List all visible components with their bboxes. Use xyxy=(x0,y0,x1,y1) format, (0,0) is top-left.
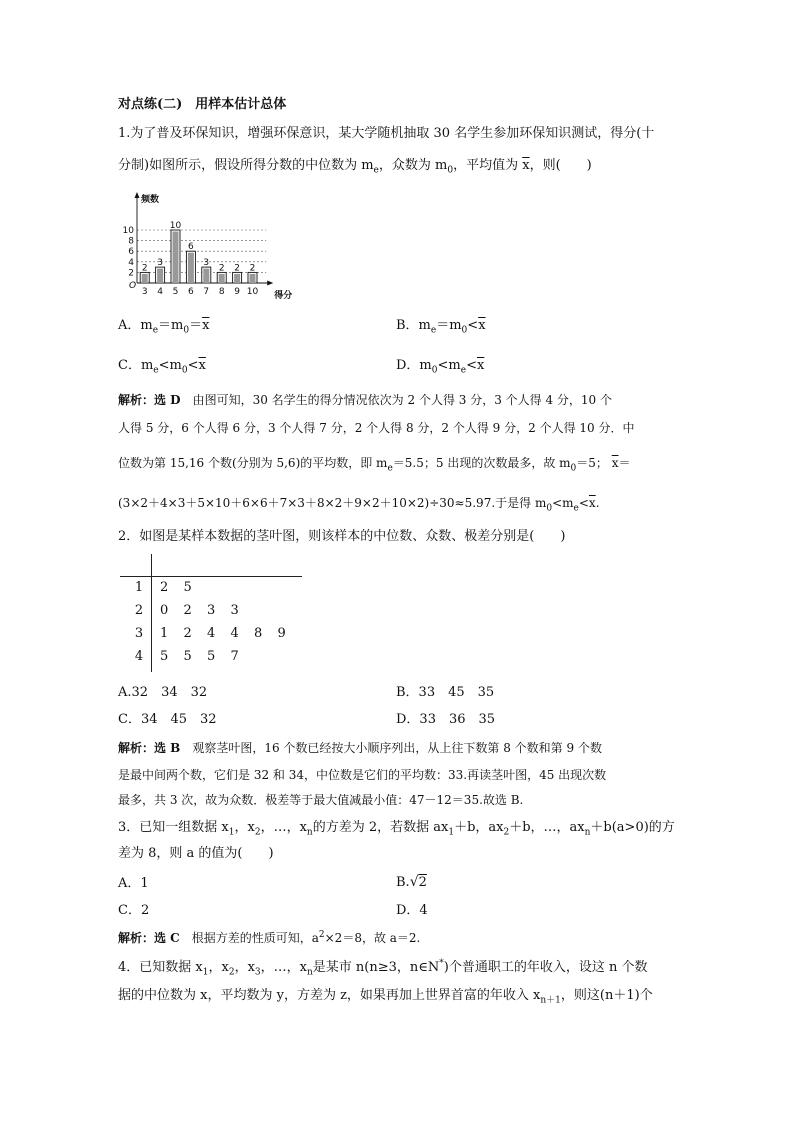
q1-solution-line3: 位数为第 15,16 个数(分别为 5,6)的平均数，即 $m_e=5.5$；5 出现的次数最多，故 $m_0=5$； $\overline{x}=$ xyxy=(118,456,631,474)
q1-solution-line2: 人得 5 分，6 个人得 6 分，3 个人得 7 分，2 个人得 8 分，2 个人得 9 分，2 个人得 10 分．中 xyxy=(118,421,635,435)
q2-option-c[interactable]: C．34 45 32 xyxy=(118,712,217,727)
q3-option-b[interactable]: B.√2 xyxy=(396,874,427,890)
q2-solution-line1: 解析：选 B 观察茎叶图，16 个数已经按大小顺序列出，从上往下数第 8 个数和第 9 个数 xyxy=(118,741,602,755)
leaf-value: 2 xyxy=(183,603,192,618)
x-tick-label-4: 4 xyxy=(157,287,163,297)
leaf-value: 7 xyxy=(230,649,239,664)
q1-option-d[interactable]: D．$m_0<m_e<\overline{x}$ xyxy=(396,358,485,376)
bar-fill-3 xyxy=(142,274,148,283)
bar-value-label-4: 3 xyxy=(157,258,163,269)
q1-line1: 1.为了普及环保知识，增强环保意识，某大学随机抽取 30 名学生参加环保知识测试，得分(十 xyxy=(118,126,655,141)
x-tick-label-5: 5 xyxy=(172,287,179,297)
leaf-value: 4 xyxy=(207,626,216,641)
x-tick-label-3: 3 xyxy=(141,287,148,297)
leaf-value: 8 xyxy=(254,626,263,641)
q1-option-b[interactable]: B．$m_e=m_0<\overline{x}$ xyxy=(396,318,486,336)
x-tick-label-8: 8 xyxy=(218,287,225,297)
q1-solution-line4: (3×2＋4×3＋5×10＋6×6＋7×3＋8×2＋9×2＋10×2)÷30≈5.97.于是得 $m_0<m_e<\overline{x}$. xyxy=(118,496,600,514)
leaf-value: 5 xyxy=(207,649,216,664)
q2-option-a[interactable]: A.32 34 32 xyxy=(118,685,208,700)
leaf-value: 5 xyxy=(183,580,192,595)
q3-option-a[interactable]: A．1 xyxy=(118,876,149,891)
q2-solution-line2: 是最中间两个数，它们是 32 和 34，中位数是它们的平均数：33.再读茎叶图，45 出现次数 xyxy=(118,768,607,782)
x-axis-label: 得分 xyxy=(274,291,293,301)
bar-value-label-7: 3 xyxy=(203,258,210,269)
leaf-value: 5 xyxy=(160,649,169,664)
bar-value-label-3: 2 xyxy=(141,263,148,274)
stem-leaf-plot xyxy=(120,554,305,672)
x-tick-label-9: 9 xyxy=(234,287,240,297)
leaf-value: 2 xyxy=(183,626,192,641)
q2-option-b[interactable]: B．33 45 35 xyxy=(396,685,495,700)
bar-fill-10 xyxy=(250,274,256,283)
bar-value-label-9: 2 xyxy=(234,263,240,274)
stem-leaf-row xyxy=(120,580,305,602)
bar-fill-4 xyxy=(157,269,163,283)
bar-fill-7 xyxy=(203,269,209,283)
leaf-value: 5 xyxy=(183,649,192,664)
header-rule xyxy=(120,576,302,577)
q2-solution-line3: 最多，共 3 次，故为众数．极差等于最大值减最小值：47－12＝35.故选 B. xyxy=(118,793,524,807)
q2-stem: 2．如图是某样本数据的茎叶图，则该样本的中位数、众数、极差分别是( ) xyxy=(118,529,566,544)
q4-stem-line1: 4．已知数据 $x_1$，$x_2$，$x_3$，…，$x_n$是某市 n(n≥3，n∈N*)个普通职工的年收入，设这 n 个数 xyxy=(118,958,648,978)
bar-value-label-5: 10 xyxy=(169,221,182,231)
bar-fill-5 xyxy=(173,232,179,284)
stem-leaf-row xyxy=(120,603,305,625)
leaf-value: 0 xyxy=(160,603,169,618)
origin-label: O xyxy=(129,281,137,291)
bar-fill-6 xyxy=(188,253,194,283)
bar-fill-9 xyxy=(234,274,240,283)
q3-solution: 解析：选 C 根据方差的性质可知，$a^2\times 2=8$，故 a＝2. xyxy=(118,930,421,945)
y-tick-label-10: 10 xyxy=(122,226,134,236)
q3-stem-line2: 差为 8，则 a 的值为( ) xyxy=(118,846,274,861)
stem-leaf-row xyxy=(120,626,305,648)
y-tick-label-6: 6 xyxy=(128,247,134,258)
q3-option-d[interactable]: D．4 xyxy=(396,903,428,918)
stem-value: 3 xyxy=(134,626,144,641)
y-axis-arrow xyxy=(135,192,140,198)
stem-leaf-row xyxy=(120,649,305,671)
section-title: 对点练(二) 用样本估计总体 xyxy=(118,97,287,112)
x-tick-label-7: 7 xyxy=(203,287,210,297)
leaf-value: 9 xyxy=(277,626,286,641)
y-tick-label-2: 2 xyxy=(128,268,134,279)
leaf-value: 1 xyxy=(160,626,169,641)
frequency-bar-chart xyxy=(115,190,295,302)
bar-value-label-6: 6 xyxy=(188,242,194,253)
bar-value-label-8: 2 xyxy=(218,263,225,274)
leaf-value: 3 xyxy=(230,603,239,618)
q2-option-d[interactable]: D．33 36 35 xyxy=(396,712,496,727)
x-tick-label-10: 10 xyxy=(246,287,259,297)
q4-stem-line2: 据的中位数为 x，平均数为 y，方差为 z，如果再加上世界首富的年收入 $x_{n+1}$，则这(n＋1)个 xyxy=(118,988,653,1006)
x-axis-arrow xyxy=(267,281,273,286)
leaf-value: 3 xyxy=(207,603,216,618)
bar-value-label-10: 2 xyxy=(249,263,256,274)
q1-option-c[interactable]: C．$m_e<m_0<\overline{x}$ xyxy=(118,358,206,376)
stem-value: 4 xyxy=(134,649,144,664)
q1-solution-line1: 解析：选 D 由图可知，30 名学生的得分情况依次为 2 个人得 3 分，3 个人得 4 分，10 个 xyxy=(118,393,613,407)
leaf-value: 2 xyxy=(160,580,169,595)
leaf-value: 4 xyxy=(230,626,239,641)
q1-line2: 分制)如图所示，假设所得分数的中位数为 $m_e$，众数为 $m_0$，平均值为 $\overline{x}$，则( ) xyxy=(118,158,592,176)
bar-fill-8 xyxy=(219,274,225,283)
x-tick-label-6: 6 xyxy=(188,287,194,297)
y-tick-label-4: 4 xyxy=(128,257,134,268)
stem-value: 2 xyxy=(134,603,144,618)
stem-value: 1 xyxy=(134,580,144,595)
y-tick-label-8: 8 xyxy=(128,236,134,247)
y-axis-label: 频数 xyxy=(141,195,160,205)
q3-option-c[interactable]: C．2 xyxy=(118,903,150,918)
q3-stem-line1: 3．已知一组数据 $x_1$，$x_2$，…，$x_n$的方差为 2，若数据 $ax_1+b$，$ax_2+b$，…，$ax_n+b(a>0)$的方 xyxy=(118,820,675,838)
q1-option-a[interactable]: A．$m_e=m_0=\overline{x}$ xyxy=(118,318,210,336)
